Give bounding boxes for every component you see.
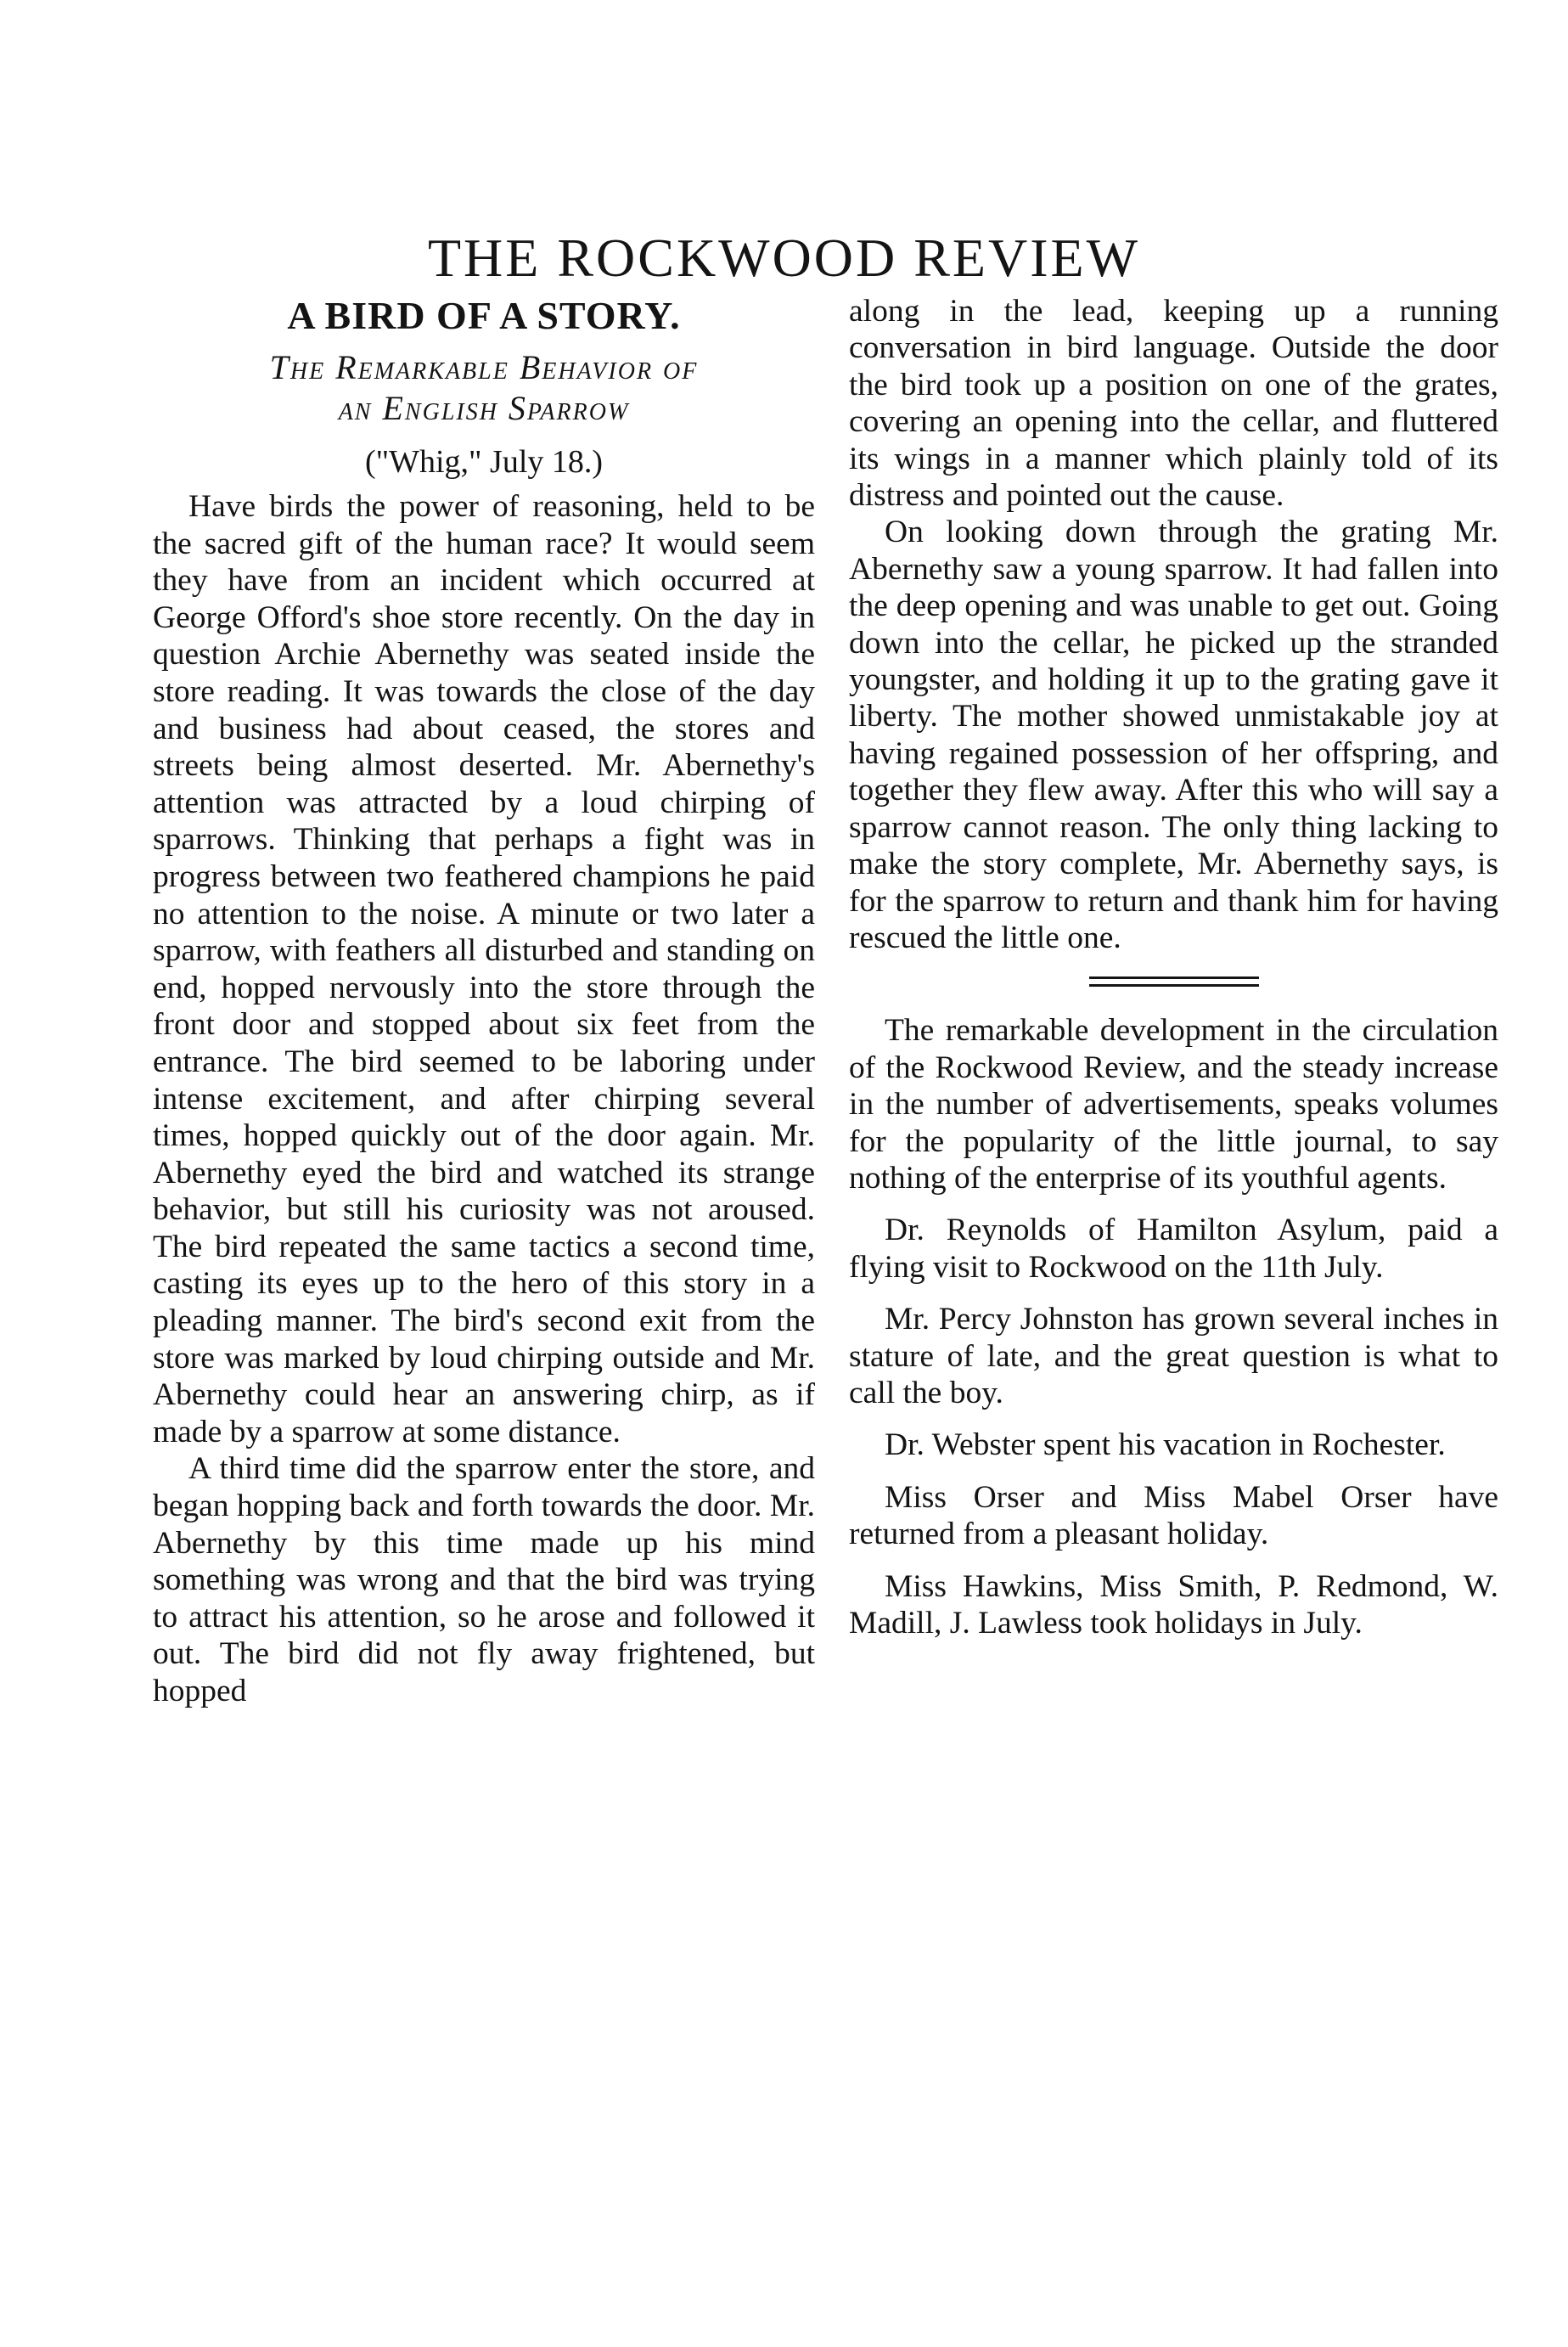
section-divider [1089,977,1259,987]
article-subtitle [153,347,815,429]
article-subtitle-line-1: The Remarkable Behavior of [269,348,699,386]
left-column [153,293,815,1710]
article-title: A BIRD OF A STORY. [287,294,681,337]
divider-rule [1089,984,1259,987]
article-source: ("Whig," July 18.) [364,444,604,480]
note-item: Miss Hawkins, Miss Smith, P. Redmond, W. Madill, J. Lawless took holidays in July. [849,1568,1498,1641]
article-paragraph-4: On looking down through the grating Mr. Abernethy saw a young sparrow. It had fallen into the deep opening and was unable to get out. Going down into the cellar, he picked up the stranded youngster, and holding it up to the grating gave it liberty. The mother showed unmistakable joy at having regained possession of her offspring, and together they flew away. After this who will say a sparrow cannot reason. The only thing lacking to make the story complete, Mr. Abernethy says, is for the sparrow to return and thank him for having rescued the little one. [849,515,1498,955]
right-column [849,293,1498,1641]
article-paragraph-3: along in the lead, keeping up a running conversation in bird language. Outside the door the bird took up a position on one of the grates, covering an opening into the cellar, and fluttered its wings in a manner which plainly told of its distress and pointed out the cause. [849,294,1498,514]
note-item: The remarkable development in the circulation of the Rockwood Review, and the steady increase in the number of advertisements, speaks volumes for the popularity of the little journal, to say nothing of the enterprise of its youthful agents. [849,1013,1498,1196]
article-paragraph-2: A third time did the sparrow enter the store, and began hopping back and forth towards the door. Mr. Abernethy by this time made up his mind something was wrong and that the bird was trying to attract his attention, so he arose and followed it out. The bird did not fly away frightened, but hopped [153,1451,815,1708]
masthead: THE ROCKWOOD REVIEW [427,228,1141,288]
note-item: Dr. Webster spent his vacation in Rochester. [885,1427,1446,1463]
article-subtitle-line-2: an English Sparrow [338,389,630,427]
local-notes [849,1012,1498,1641]
divider-rule [1089,977,1259,979]
note-item: Miss Orser and Miss Mabel Orser have returned from a pleasant holiday. [849,1479,1498,1552]
note-item: Mr. Percy Johnston has grown several inches in stature of late, and the great question is what to call the boy. [849,1302,1498,1410]
note-item: Dr. Reynolds of Hamilton Asylum, paid a flying visit to Rockwood on the 11th July. [849,1213,1498,1285]
article-paragraph-1: Have birds the power of reasoning, held to be the sacred gift of the human race? It would seem they have from an incident which occurred at George Offord's shoe store recently. On the day in question Archie Abernethy was seated inside the store reading. It was towards the close of the day and business had about ceased, the stores and streets being almost deserted. Mr. Abernethy's attention was attracted by a loud chirping of sparrows. Thinking that perhaps a fight was in progress between two feathered champions he paid no attention to the noise. A minute or two later a sparrow, with feathers all disturbed and standing on end, hopped nervously into the store through the front door and stopped about six feet from the entrance. The bird seemed to be laboring under intense excitement, and after chirping several times, hopped quickly out of the door again. Mr. Abernethy eyed the bird and watched its strange behavior, but still his curiosity was not aroused. The bird repeated the same tactics a second time, casting its eyes up to the hero of this story in a pleading manner. The bird's second exit from the store was marked by loud chirping outside and Mr. Abernethy could hear an answering chirp, as if made by a sparrow at some distance. [153,489,815,1449]
